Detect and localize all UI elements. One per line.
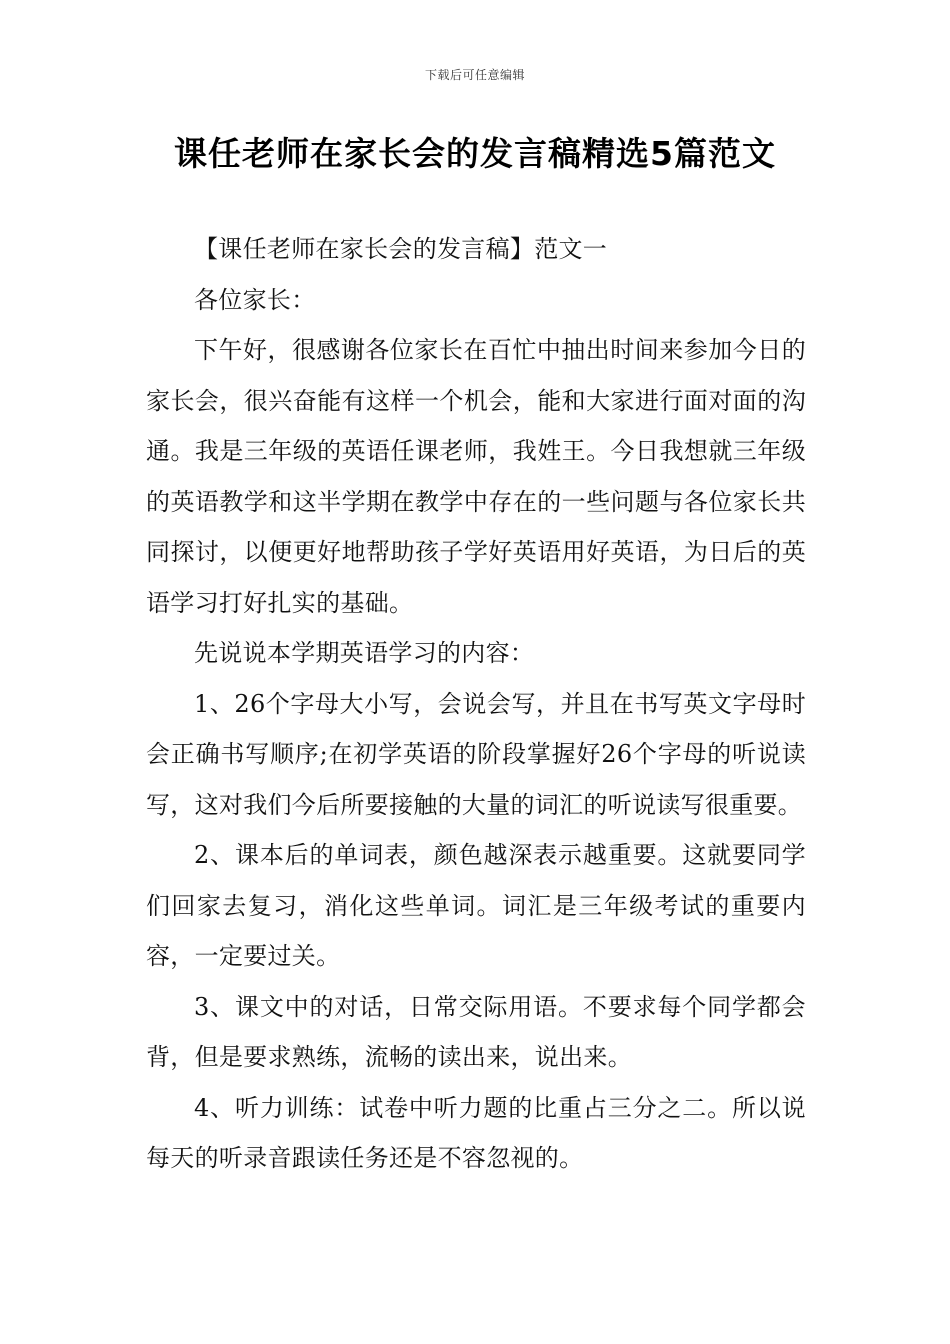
section-heading: 【课任老师在家长会的发言稿】范文一 [194, 235, 608, 263]
document-title: 课任老师在家长会的发言稿精选5篇范文 [174, 134, 776, 173]
list-item: 1、26个字母大小写，会说会写，并且在书写英文字母时会正确书写顺序;在初学英语的阶段掌握好26个字母的听说读写，这对我们今后所要接触的大量的词汇的听说读写很重要。 [146, 689, 806, 819]
paragraph: 下午好，很感谢各位家长在百忙中抽出时间来参加今日的家长会，很兴奋能有这样一个机会，能和大家进行面对面的沟通。我是三年级的英语任课老师，我姓王。今日我想就三年级的英语教学和这半学期在教学中存在的一些问题与各位家长共同探讨，以便更好地帮助孩子学好英语用好英语，为日后的英语学习打好扎实的基础。 [146, 336, 806, 617]
document-body [146, 224, 806, 1184]
list-item: 4、听力训练：试卷中听力题的比重占三分之二。所以说每天的听录音跟读任务还是不容忽视的。 [146, 1093, 806, 1172]
salutation: 各位家长： [194, 285, 316, 314]
header-note: 下载后可任意编辑 [424, 68, 525, 82]
list-item: 2、课本后的单词表，颜色越深表示越重要。这就要同学们回家去复习，消化这些单词。词汇是三年级考试的重要内容，一定要过关。 [146, 841, 806, 970]
list-item: 3、课文中的对话，日常交际用语。不要求每个同学都会背，但是要求熟练，流畅的读出来，说出来。 [146, 992, 806, 1071]
paragraph: 先说说本学期英语学习的内容： [194, 639, 535, 667]
